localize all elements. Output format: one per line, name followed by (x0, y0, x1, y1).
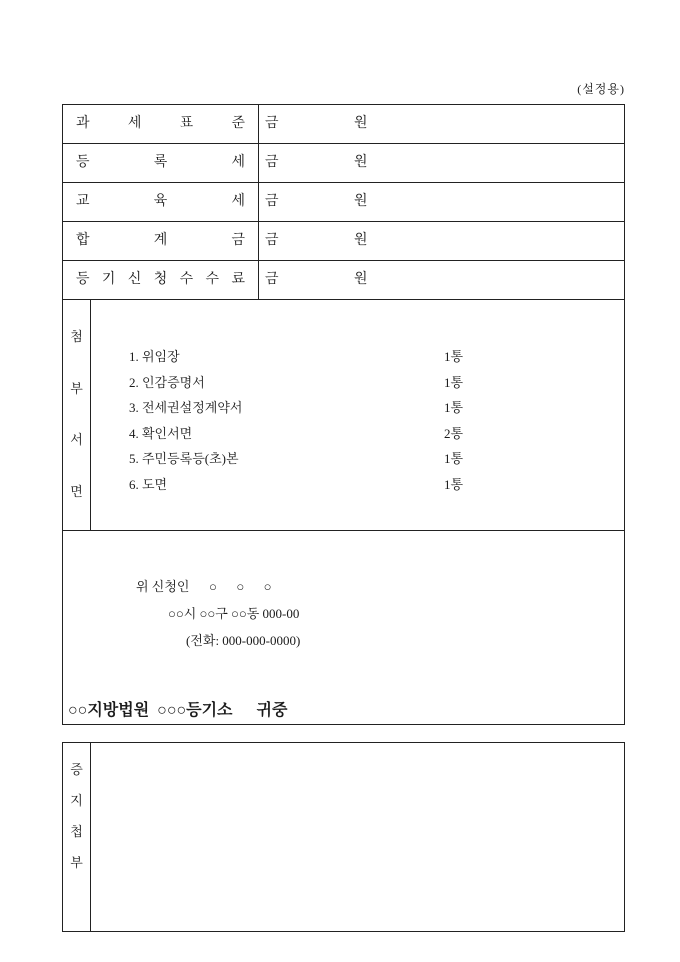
stamp-attachment-area (91, 743, 624, 931)
fee-row-filing-fee (63, 261, 624, 300)
currency-prefix: 금 (265, 116, 279, 131)
attachment-name: 6. 도면 (129, 476, 168, 492)
court-recipient-line: ○○지방법원 ○○○등기소 귀중 (68, 702, 288, 719)
attachments-list (91, 300, 624, 530)
attachment-count: 1통 (444, 374, 464, 390)
attachment-count: 1통 (444, 349, 464, 364)
applicant-phone: (전화: 000-000-0000) (186, 633, 301, 648)
currency-suffix: 원 (354, 194, 368, 209)
fee-label: 등 기 신 청 수 수 료 (63, 261, 259, 299)
fee-amount-field (259, 261, 624, 299)
fee-label: 교 육 세 (63, 183, 259, 221)
vertical-label-char: 서 (70, 432, 83, 448)
attachment-item (129, 472, 624, 498)
attachments-section (63, 300, 624, 531)
revenue-stamp-box (62, 742, 625, 932)
fee-amount-field (259, 105, 624, 143)
attachment-count: 2통 (444, 425, 464, 441)
fee-label: 합 계 금 (63, 222, 259, 260)
currency-suffix: 원 (354, 155, 368, 170)
attachment-item (129, 370, 624, 396)
form-type-note: (설정용) (577, 82, 625, 96)
attachment-count: 1통 (444, 451, 464, 466)
vertical-label-char: 부 (70, 380, 83, 396)
attachment-item (129, 446, 624, 472)
attachment-item (129, 344, 624, 370)
fee-amount-field (259, 183, 624, 221)
fee-row-registration-tax (63, 144, 624, 183)
fee-label: 등 록 세 (63, 144, 259, 182)
fee-amount-field (259, 222, 624, 260)
vertical-label-char: 면 (70, 483, 83, 499)
applicant-line: 위 신청인 ○ ○ ○ (136, 579, 272, 594)
attachment-name: 2. 인감증명서 (129, 374, 205, 390)
signature-section (63, 531, 624, 724)
vertical-label-char: 부 (70, 855, 83, 870)
attachment-count: 1통 (444, 400, 464, 415)
applicant-address: ○○시 ○○구 ○○동 000-00 (168, 606, 300, 621)
attachment-item (129, 421, 624, 447)
currency-suffix: 원 (354, 116, 368, 131)
fee-label: 과 세 표 준 (63, 105, 259, 143)
fee-row-total (63, 222, 624, 261)
vertical-label-char: 증 (70, 762, 83, 777)
attachment-name: 4. 확인서면 (129, 425, 193, 441)
vertical-label-char: 지 (70, 793, 83, 808)
attachment-name: 5. 주민등록등(초)본 (129, 451, 239, 466)
attachment-name: 3. 전세권설정계약서 (129, 400, 243, 415)
attachment-count: 1통 (444, 476, 464, 492)
vertical-label-char: 첩 (70, 824, 83, 839)
fee-row-tax-base (63, 105, 624, 144)
stamp-vertical-label (63, 743, 91, 931)
currency-suffix: 원 (354, 272, 368, 287)
attachment-item (129, 395, 624, 421)
currency-prefix: 금 (265, 194, 279, 209)
fee-row-education-tax (63, 183, 624, 222)
attachments-vertical-label (63, 300, 91, 530)
currency-prefix: 금 (265, 155, 279, 170)
currency-prefix: 금 (265, 272, 279, 287)
attachment-name: 1. 위임장 (129, 349, 180, 364)
currency-suffix: 원 (354, 233, 368, 248)
currency-prefix: 금 (265, 233, 279, 248)
vertical-label-char: 첨 (70, 329, 83, 344)
application-form-table (62, 104, 625, 725)
fee-amount-field (259, 144, 624, 182)
